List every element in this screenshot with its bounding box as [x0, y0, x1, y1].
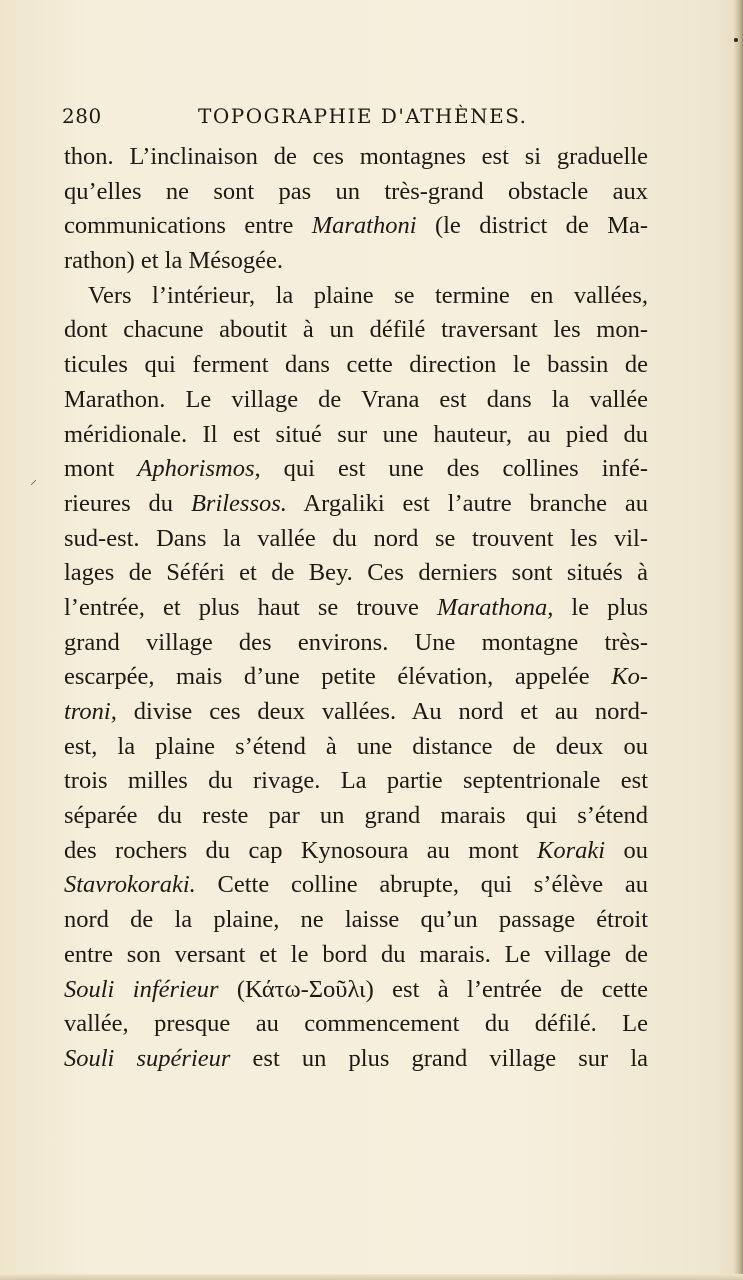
italic-text: Marathona, [436, 593, 554, 621]
italic-text: Souli supérieur [64, 1044, 231, 1072]
text-span: des rochers du cap Kynosoura au mont [64, 836, 538, 864]
text-line [64, 418, 648, 453]
text-line [64, 209, 648, 244]
italic-text: Souli inférieur [64, 975, 219, 1003]
text-line [64, 487, 648, 522]
text-span: entre son versant et le bord du marais. Le village de [64, 940, 648, 968]
text-span: est, la plaine s’étend à une distance de deux ou [64, 732, 648, 760]
text-line [64, 175, 648, 210]
text-line [64, 383, 648, 418]
text-span: rieures du [64, 489, 191, 517]
text-span: Vers l’intérieur, la plaine se termine en vallées, [88, 281, 648, 309]
text-span: ticules qui ferment dans cette direction le bassin de [64, 351, 648, 379]
text-span: ou [605, 836, 649, 864]
text-span: (Κάτω-Σοῦλι) est à l’entrée de cette [218, 975, 648, 1003]
text-line [64, 140, 648, 175]
text-line [64, 1007, 648, 1042]
text-span: Argaliki est l’autre branche au [286, 489, 648, 517]
text-line [64, 764, 648, 799]
text-span: escarpée, mais d’une petite élévation, appelée [64, 663, 612, 691]
text-span: sud-est. Dans la vallée du nord se trouvent les vil- [64, 524, 648, 552]
text-span: qu’elles ne sont pas un très-grand obstacle aux [64, 177, 648, 205]
text-span: méridionale. Il est situé sur une hauteur, au pied du [64, 420, 648, 448]
text-span: Cette colline abrupte, qui s’élève au [195, 871, 648, 899]
text-line [64, 452, 648, 487]
italic-text: Marathoni [311, 212, 417, 240]
text-span: est un plus grand village sur la [230, 1044, 648, 1072]
text-span: qui est une des collines infé- [260, 455, 648, 483]
text-span: l’entrée, et plus haut se trouve [64, 593, 437, 621]
text-line [64, 938, 648, 973]
running-title: TOPOGRAPHIE D'ATHÈNES. [198, 104, 528, 128]
text-line [64, 313, 648, 348]
text-span: thon. L’inclinaison de ces montagnes est si graduelle [64, 143, 648, 170]
text-span: nord de la plaine, ne laisse qu’un passage étroit [64, 906, 648, 934]
text-line [64, 244, 648, 279]
page-number: 280 [62, 104, 102, 128]
text-line [64, 591, 648, 626]
text-span: divise ces deux vallées. Au nord et au nord- [116, 698, 648, 725]
text-span: mont [64, 455, 138, 483]
italic-text: troni, [64, 698, 117, 725]
text-line [64, 279, 648, 314]
text-line [64, 799, 648, 834]
page-bottom-edge [0, 1274, 743, 1280]
italic-text: Brilessos. [190, 489, 287, 517]
text-line [64, 973, 648, 1008]
text-line [64, 348, 648, 383]
text-span: séparée du reste par un grand marais qui s’étend [64, 802, 648, 830]
text-span: grand village des environs. Une montagne très- [64, 628, 648, 656]
text-span: vallée, presque au commencement du défilé. Le [64, 1010, 648, 1038]
text-line [64, 660, 648, 695]
text-span: lages de Séféri et de Bey. Ces derniers sont situés à [64, 559, 648, 587]
italic-text: Ko- [611, 663, 648, 691]
text-line [64, 868, 648, 903]
text-line [64, 834, 648, 869]
margin-mark: ⸝ [30, 472, 37, 488]
text-line [64, 730, 648, 765]
text-span: Marathon. Le village de Vrana est dans la vallée [64, 385, 648, 413]
italic-text: Koraki [537, 836, 606, 864]
page-edge-shadow [734, 0, 743, 1280]
body-text [64, 140, 648, 1077]
italic-text: Aphorismos, [137, 455, 261, 483]
text-span: trois milles du rivage. La partie septentrionale est [64, 767, 648, 795]
italic-text: Stavrokoraki. [64, 871, 196, 899]
text-line [64, 556, 648, 591]
speck-mark [734, 38, 738, 42]
text-span: rathon) et la Mésogée. [64, 247, 284, 275]
text-line [64, 695, 648, 730]
running-header [62, 104, 650, 134]
text-line [64, 1042, 648, 1077]
text-span: communications entre [64, 212, 312, 240]
text-span: le plus [553, 593, 648, 621]
text-line [64, 522, 648, 557]
text-line [64, 626, 648, 661]
text-span: (le district de Ma- [416, 212, 649, 240]
text-line [64, 903, 648, 938]
text-span: dont chacune aboutit à un défilé traversant les mon- [64, 316, 648, 344]
